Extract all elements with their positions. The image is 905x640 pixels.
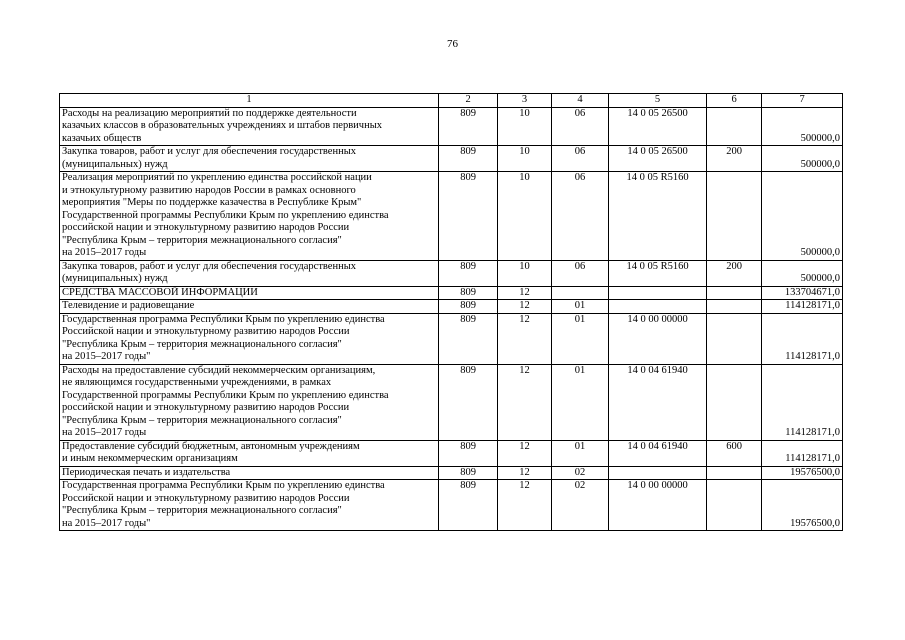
budget-table — [59, 93, 843, 531]
row-subsection-cell: 06 — [551, 172, 608, 261]
table-row — [60, 146, 843, 172]
row-subsection-cell — [551, 286, 608, 300]
row-section-cell: 12 — [498, 300, 551, 314]
row-section-cell: 12 — [498, 286, 551, 300]
row-sum-cell: 19576500,0 — [762, 466, 843, 480]
row-grbs-cell: 809 — [438, 466, 497, 480]
row-name-cell: Государственная программа Республики Крым по укреплению единства Российской нации и этнокультурному развитию народов России "Республика Крым – территория межнационального согласия" на 2015–2017 годы" — [60, 480, 439, 531]
row-subsection-cell: 06 — [551, 146, 608, 172]
row-target-article-cell — [609, 286, 707, 300]
row-sum-cell: 133704671,0 — [762, 286, 843, 300]
row-target-article-cell: 14 0 04 61940 — [609, 364, 707, 440]
row-subsection-cell: 02 — [551, 466, 608, 480]
column-header-4: 4 — [551, 94, 608, 108]
column-header-1: 1 — [60, 94, 439, 108]
table-row — [60, 286, 843, 300]
row-grbs-cell: 809 — [438, 313, 497, 364]
page-number: 76 — [447, 38, 458, 50]
row-expense-type-cell — [706, 300, 761, 314]
row-sum-cell: 500000,0 — [762, 172, 843, 261]
row-target-article-cell: 14 0 05 26500 — [609, 146, 707, 172]
column-header-3: 3 — [498, 94, 551, 108]
row-expense-type-cell: 600 — [706, 440, 761, 466]
row-target-article-cell: 14 0 05 26500 — [609, 107, 707, 146]
row-expense-type-cell — [706, 313, 761, 364]
row-subsection-cell: 01 — [551, 440, 608, 466]
row-sum-cell: 114128171,0 — [762, 300, 843, 314]
row-sum-cell: 500000,0 — [762, 107, 843, 146]
row-expense-type-cell — [706, 480, 761, 531]
row-section-cell: 12 — [498, 466, 551, 480]
row-name-cell: Расходы на реализацию мероприятий по поддержке деятельности казачьих классов в образовательных учреждениях и штабов первичных казачьих обществ — [60, 107, 439, 146]
row-grbs-cell: 809 — [438, 260, 497, 286]
row-section-cell: 10 — [498, 172, 551, 261]
table-header-row — [60, 94, 843, 108]
table-row — [60, 260, 843, 286]
row-expense-type-cell — [706, 466, 761, 480]
row-name-cell: СРЕДСТВА МАССОВОЙ ИНФОРМАЦИИ — [60, 286, 439, 300]
row-section-cell: 12 — [498, 480, 551, 531]
row-target-article-cell: 14 0 05 R5160 — [609, 172, 707, 261]
row-section-cell: 12 — [498, 313, 551, 364]
row-target-article-cell: 14 0 04 61940 — [609, 440, 707, 466]
table-row — [60, 172, 843, 261]
row-section-cell: 10 — [498, 107, 551, 146]
row-grbs-cell: 809 — [438, 440, 497, 466]
row-grbs-cell: 809 — [438, 107, 497, 146]
row-section-cell: 10 — [498, 146, 551, 172]
row-subsection-cell: 01 — [551, 300, 608, 314]
row-subsection-cell: 01 — [551, 313, 608, 364]
row-grbs-cell: 809 — [438, 300, 497, 314]
row-sum-cell: 500000,0 — [762, 146, 843, 172]
row-grbs-cell: 809 — [438, 146, 497, 172]
row-sum-cell: 114128171,0 — [762, 440, 843, 466]
row-name-cell: Реализация мероприятий по укреплению единства российской нации и этнокультурному развитию народов России в рамках основного мероприятия "Меры по поддержке казачества в Республике Крым" Государственной программы Республики Крым по укреплению единства российской нации и этнокультурному развитию народов России "Республика Крым – территория межнационального согласия" на 2015–2017 годы — [60, 172, 439, 261]
row-sum-cell: 19576500,0 — [762, 480, 843, 531]
row-name-cell: Предоставление субсидий бюджетным, автономным учреждениям и иным некоммерческим организациям — [60, 440, 439, 466]
column-header-2: 2 — [438, 94, 497, 108]
row-target-article-cell — [609, 300, 707, 314]
row-expense-type-cell: 200 — [706, 260, 761, 286]
row-name-cell: Закупка товаров, работ и услуг для обеспечения государственных (муниципальных) нужд — [60, 260, 439, 286]
row-grbs-cell: 809 — [438, 480, 497, 531]
row-sum-cell: 114128171,0 — [762, 364, 843, 440]
column-header-6: 6 — [706, 94, 761, 108]
table-row — [60, 364, 843, 440]
row-name-cell: Периодическая печать и издательства — [60, 466, 439, 480]
row-target-article-cell — [609, 466, 707, 480]
row-section-cell: 12 — [498, 440, 551, 466]
row-expense-type-cell — [706, 364, 761, 440]
row-target-article-cell: 14 0 05 R5160 — [609, 260, 707, 286]
row-name-cell: Закупка товаров, работ и услуг для обеспечения государственных (муниципальных) нужд — [60, 146, 439, 172]
row-subsection-cell: 06 — [551, 260, 608, 286]
row-sum-cell: 500000,0 — [762, 260, 843, 286]
table-row — [60, 440, 843, 466]
row-expense-type-cell — [706, 286, 761, 300]
row-name-cell: Расходы на предоставление субсидий некоммерческим организациям, не являющимся государственными учреждениями, в рамках Государственной программы Республики Крым по укреплению единства российской нации и этнокультурному развитию народов России "Республика Крым – территория межнационального согласия" на 2015–2017 годы — [60, 364, 439, 440]
row-expense-type-cell — [706, 107, 761, 146]
row-subsection-cell: 01 — [551, 364, 608, 440]
table-row — [60, 313, 843, 364]
column-header-7: 7 — [762, 94, 843, 108]
row-grbs-cell: 809 — [438, 364, 497, 440]
row-section-cell: 10 — [498, 260, 551, 286]
row-target-article-cell: 14 0 00 00000 — [609, 480, 707, 531]
budget-table-body — [60, 94, 843, 531]
row-expense-type-cell: 200 — [706, 146, 761, 172]
row-target-article-cell: 14 0 00 00000 — [609, 313, 707, 364]
table-row — [60, 466, 843, 480]
table-row — [60, 480, 843, 531]
row-subsection-cell: 06 — [551, 107, 608, 146]
row-name-cell: Государственная программа Республики Крым по укреплению единства Российской нации и этнокультурному развитию народов России "Республика Крым – территория межнационального согласия" на 2015–2017 годы" — [60, 313, 439, 364]
table-row — [60, 300, 843, 314]
row-sum-cell: 114128171,0 — [762, 313, 843, 364]
row-subsection-cell: 02 — [551, 480, 608, 531]
table-row — [60, 107, 843, 146]
row-grbs-cell: 809 — [438, 172, 497, 261]
row-section-cell: 12 — [498, 364, 551, 440]
column-header-5: 5 — [609, 94, 707, 108]
row-name-cell: Телевидение и радиовещание — [60, 300, 439, 314]
row-expense-type-cell — [706, 172, 761, 261]
row-grbs-cell: 809 — [438, 286, 497, 300]
